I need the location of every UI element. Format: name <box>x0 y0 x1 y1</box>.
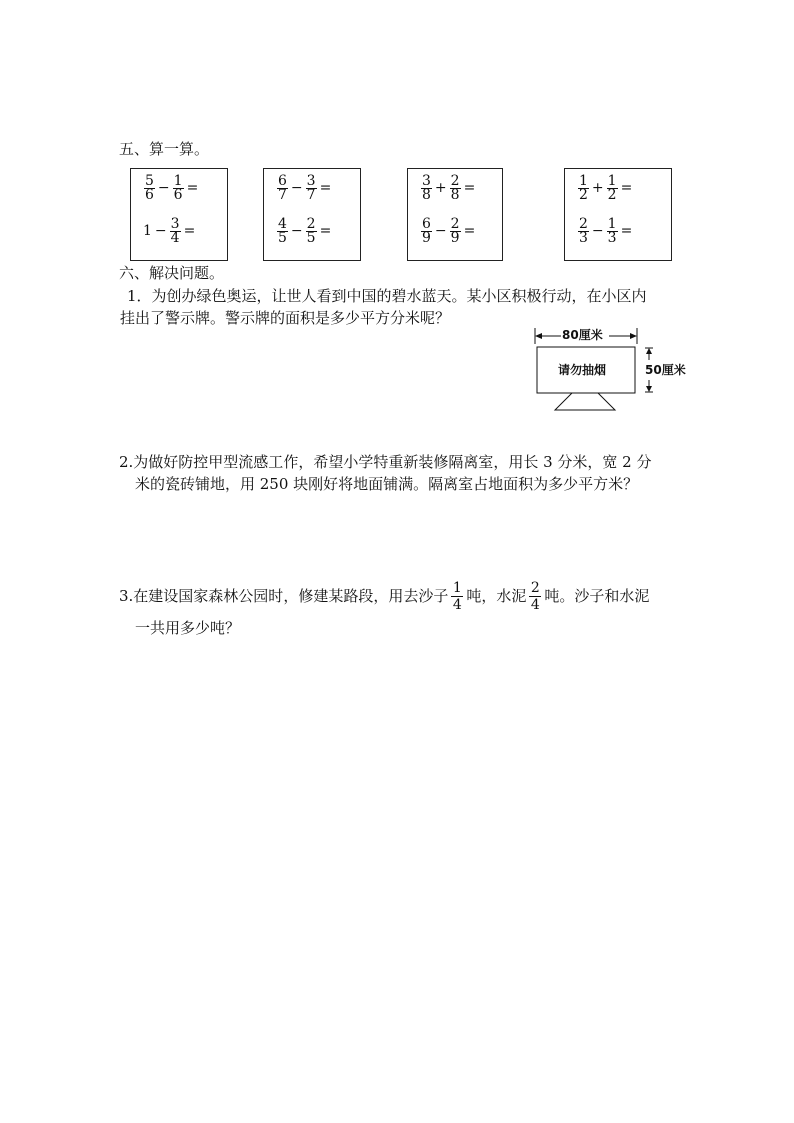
expression: $\frac{6}{9}$ − $\frac{2}{9}$ = <box>422 215 476 246</box>
fraction: $\frac{1}{4}$ <box>452 579 462 613</box>
calc-box-4 <box>564 168 672 261</box>
question-3-line-2: 一共用多少吨？ <box>135 619 241 637</box>
expression: $\frac{4}{5}$ − $\frac{2}{5}$ = <box>278 215 332 246</box>
question-3-line-1: 3.在建设国家森林公园时，修建某路段，用去沙子 $\frac{1}{4}$ 吨，水泥 $\frac{2}{4}$ 吨。沙子和水泥 <box>119 579 650 613</box>
fraction: $\frac{2}{4}$ <box>530 579 540 613</box>
question-1-line-2: 挂出了警示牌。警示牌的面积是多少平方分米呢？ <box>120 309 451 327</box>
fraction: $\frac{5}{6}$ <box>145 172 154 203</box>
sign-text: 请勿抽烟 <box>558 363 607 377</box>
calc-box-1 <box>130 168 228 261</box>
expression: $\frac{6}{7}$ − $\frac{3}{7}$ = <box>278 172 332 203</box>
fraction: $\frac{3}{4}$ <box>170 215 180 246</box>
expression: $\frac{3}{8}$ + $\frac{2}{8}$ = <box>422 172 476 203</box>
question-1-line-1: 1．为创办绿色奥运，让世人看到中国的碧水蓝天。某小区积极行动，在小区内 <box>127 287 647 305</box>
expression: $\frac{2}{3}$ − $\frac{1}{3}$ = <box>579 215 633 246</box>
question-2-line-2: 米的瓷砖铺地，用 250 块刚好将地面铺满。隔离室占地面积为多少平方米？ <box>135 475 639 493</box>
calc-box-3 <box>407 168 503 261</box>
expression: $\frac{5}{6}$ − $\frac{1}{6}$ = <box>145 172 199 203</box>
sign-width-label: 80厘米 <box>562 328 603 342</box>
calc-box-2 <box>263 168 361 261</box>
expression: 1 − $\frac{3}{4}$ = <box>143 215 196 246</box>
section-5-title: 五、算一算。 <box>119 140 210 158</box>
expression: $\frac{1}{2}$ + $\frac{1}{2}$ = <box>579 172 633 203</box>
section-6-title: 六、解决问题。 <box>119 264 225 282</box>
question-2-line-1: 2.为做好防控甲型流感工作，希望小学特重新装修隔离室，用长 3 分米，宽 2 分 <box>119 453 652 471</box>
fraction: $\frac{1}{6}$ <box>173 172 183 203</box>
sign-height-label: 50厘米 <box>645 363 686 377</box>
